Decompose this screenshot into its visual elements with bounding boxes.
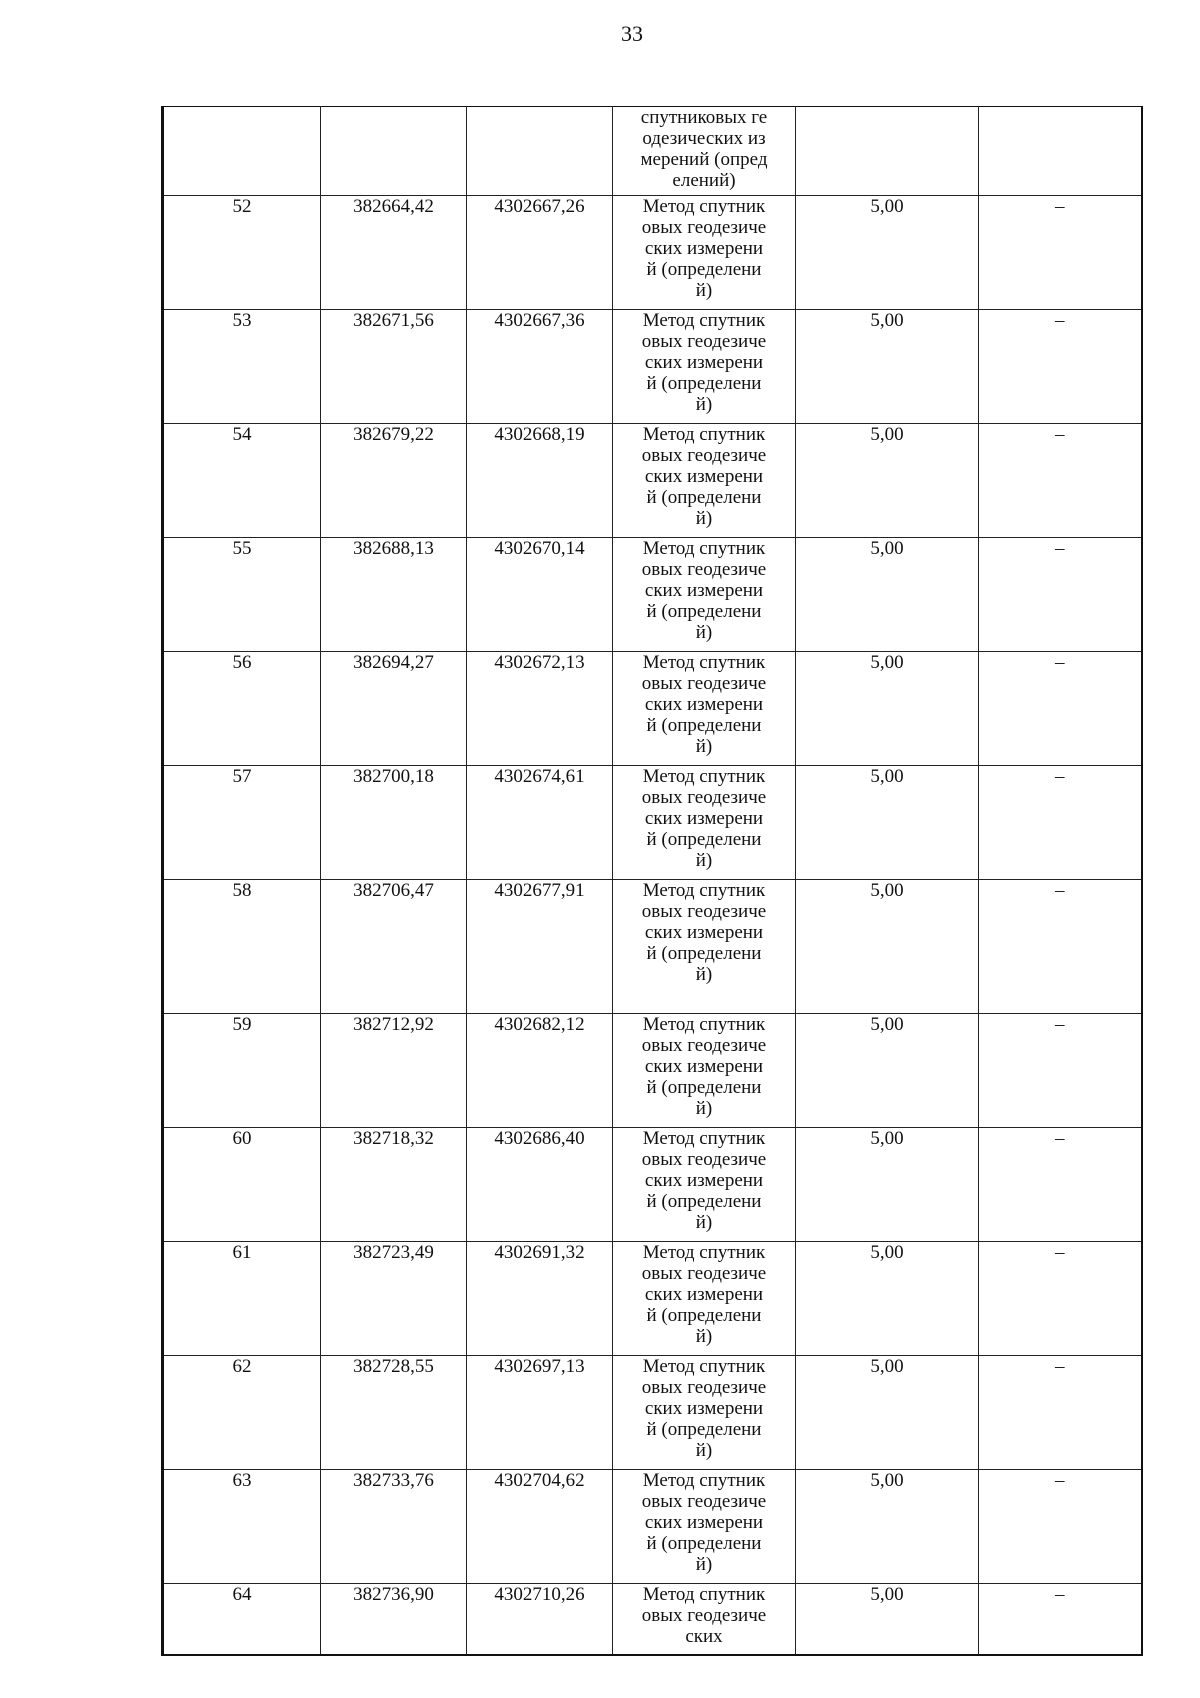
cell-method <box>613 880 796 1014</box>
cell-accuracy: 5,00 <box>796 196 979 310</box>
cell-accuracy: 5,00 <box>796 310 979 424</box>
table-row <box>163 766 1142 880</box>
cell-method <box>613 1584 796 1656</box>
cell-x: 382679,22 <box>321 424 467 538</box>
cell-x: 382664,42 <box>321 196 467 310</box>
cell-note: – <box>979 652 1142 766</box>
cell-y: 4302682,12 <box>467 1014 613 1128</box>
cell-accuracy: 5,00 <box>796 880 979 1014</box>
method-text: Метод спутниковых геодезических измерений (определени й) <box>641 880 767 985</box>
cell-method <box>613 1242 796 1356</box>
cell-number: 60 <box>163 1128 321 1242</box>
table-row <box>163 1470 1142 1584</box>
cell-x: 382723,49 <box>321 1242 467 1356</box>
cell-note: – <box>979 196 1142 310</box>
cell-note: – <box>979 538 1142 652</box>
cell-accuracy: 5,00 <box>796 1470 979 1584</box>
cell-number: 53 <box>163 310 321 424</box>
cell-number: 62 <box>163 1356 321 1470</box>
cell-method <box>613 196 796 310</box>
table-row <box>163 310 1142 424</box>
method-text: Метод спутниковых геодезических измерений (определений) <box>641 310 767 415</box>
method-text: Метод спутниковых геодезических измерений (определений) <box>641 1356 767 1461</box>
cell-note: – <box>979 1014 1142 1128</box>
cell-note: – <box>979 766 1142 880</box>
table-row <box>163 196 1142 310</box>
cell-y: 4302667,26 <box>467 196 613 310</box>
cell-x: 382688,13 <box>321 538 467 652</box>
table-row <box>163 1356 1142 1470</box>
page-number: 33 <box>621 21 643 46</box>
cell-number: 56 <box>163 652 321 766</box>
cell-y: 4302686,40 <box>467 1128 613 1242</box>
table-row-continuation <box>163 107 1142 196</box>
cell-y: 4302672,13 <box>467 652 613 766</box>
table-row <box>163 538 1142 652</box>
method-text: спутниковых геодезических измерений (определений) <box>640 107 768 191</box>
cell-accuracy: 5,00 <box>796 424 979 538</box>
method-text: Метод спутниковых геодезических измерений (определений) <box>641 766 767 871</box>
cell-method <box>613 1014 796 1128</box>
method-text: Метод спутниковых геодезических измерений (определений) <box>641 1128 767 1233</box>
cell-method <box>613 1356 796 1470</box>
cell-note: – <box>979 1470 1142 1584</box>
cell-y: 4302674,61 <box>467 766 613 880</box>
cell-number: 58 <box>163 880 321 1014</box>
coordinates-table <box>161 106 1143 1656</box>
table-row <box>163 1014 1142 1128</box>
method-text: Метод спутниковых геодезических измерений (определений) <box>641 538 767 643</box>
cell-x: 382694,27 <box>321 652 467 766</box>
cell-y: 4302704,62 <box>467 1470 613 1584</box>
cell-accuracy: 5,00 <box>796 1128 979 1242</box>
cell-note: – <box>979 1356 1142 1470</box>
cell-y: 4302691,32 <box>467 1242 613 1356</box>
cell-note: – <box>979 1128 1142 1242</box>
cell-accuracy: 5,00 <box>796 652 979 766</box>
cell-method <box>613 1470 796 1584</box>
table-row <box>163 1242 1142 1356</box>
method-text: Метод спутниковых геодезических измерений (определений) <box>641 1014 767 1119</box>
cell-x: 382733,76 <box>321 1470 467 1584</box>
cell-note: – <box>979 1242 1142 1356</box>
cell-method <box>613 310 796 424</box>
cell-number: 52 <box>163 196 321 310</box>
cell-y: 4302710,26 <box>467 1584 613 1656</box>
cell-number: 64 <box>163 1584 321 1656</box>
cell-y: 4302668,19 <box>467 424 613 538</box>
cell-number <box>163 107 321 196</box>
cell-accuracy: 5,00 <box>796 1242 979 1356</box>
cell-number: 57 <box>163 766 321 880</box>
cell-x: 382700,18 <box>321 766 467 880</box>
cell-accuracy: 5,00 <box>796 1356 979 1470</box>
cell-number: 63 <box>163 1470 321 1584</box>
table-row <box>163 424 1142 538</box>
cell-method <box>613 766 796 880</box>
cell-number: 61 <box>163 1242 321 1356</box>
cell-x: 382706,47 <box>321 880 467 1014</box>
method-text: Метод спутниковых геодезических измерений (определений) <box>641 1242 767 1347</box>
table-row <box>163 652 1142 766</box>
table-row <box>163 1584 1142 1656</box>
cell-accuracy: 5,00 <box>796 766 979 880</box>
table-row <box>163 880 1142 1014</box>
cell-note: – <box>979 310 1142 424</box>
cell-y: 4302677,91 <box>467 880 613 1014</box>
cell-x: 382736,90 <box>321 1584 467 1656</box>
method-text: Метод спутниковых геодезических <box>641 1584 767 1647</box>
cell-method <box>613 424 796 538</box>
cell-method <box>613 538 796 652</box>
cell-y: 4302697,13 <box>467 1356 613 1470</box>
cell-accuracy: 5,00 <box>796 538 979 652</box>
cell-y: 4302667,36 <box>467 310 613 424</box>
cell-method <box>613 652 796 766</box>
cell-method <box>613 1128 796 1242</box>
cell-x: 382671,56 <box>321 310 467 424</box>
method-text: Метод спутниковых геодезических измерений (определений) <box>641 1470 767 1575</box>
method-text: Метод спутниковых геодезических измерений (определений) <box>641 196 767 301</box>
cell-note: – <box>979 424 1142 538</box>
cell-number: 55 <box>163 538 321 652</box>
cell-y: 4302670,14 <box>467 538 613 652</box>
cell-note: – <box>979 1584 1142 1656</box>
cell-method <box>613 107 796 196</box>
cell-note <box>979 107 1142 196</box>
cell-x: 382728,55 <box>321 1356 467 1470</box>
cell-y <box>467 107 613 196</box>
cell-note: – <box>979 880 1142 1014</box>
cell-accuracy: 5,00 <box>796 1584 979 1656</box>
cell-accuracy: 5,00 <box>796 1014 979 1128</box>
method-text: Метод спутниковых геодезических измерений (определений) <box>641 424 767 529</box>
table-row <box>163 1128 1142 1242</box>
cell-number: 54 <box>163 424 321 538</box>
method-text: Метод спутниковых геодезических измерений (определений) <box>641 652 767 757</box>
cell-x: 382718,32 <box>321 1128 467 1242</box>
cell-x <box>321 107 467 196</box>
cell-accuracy <box>796 107 979 196</box>
cell-number: 59 <box>163 1014 321 1128</box>
cell-x: 382712,92 <box>321 1014 467 1128</box>
